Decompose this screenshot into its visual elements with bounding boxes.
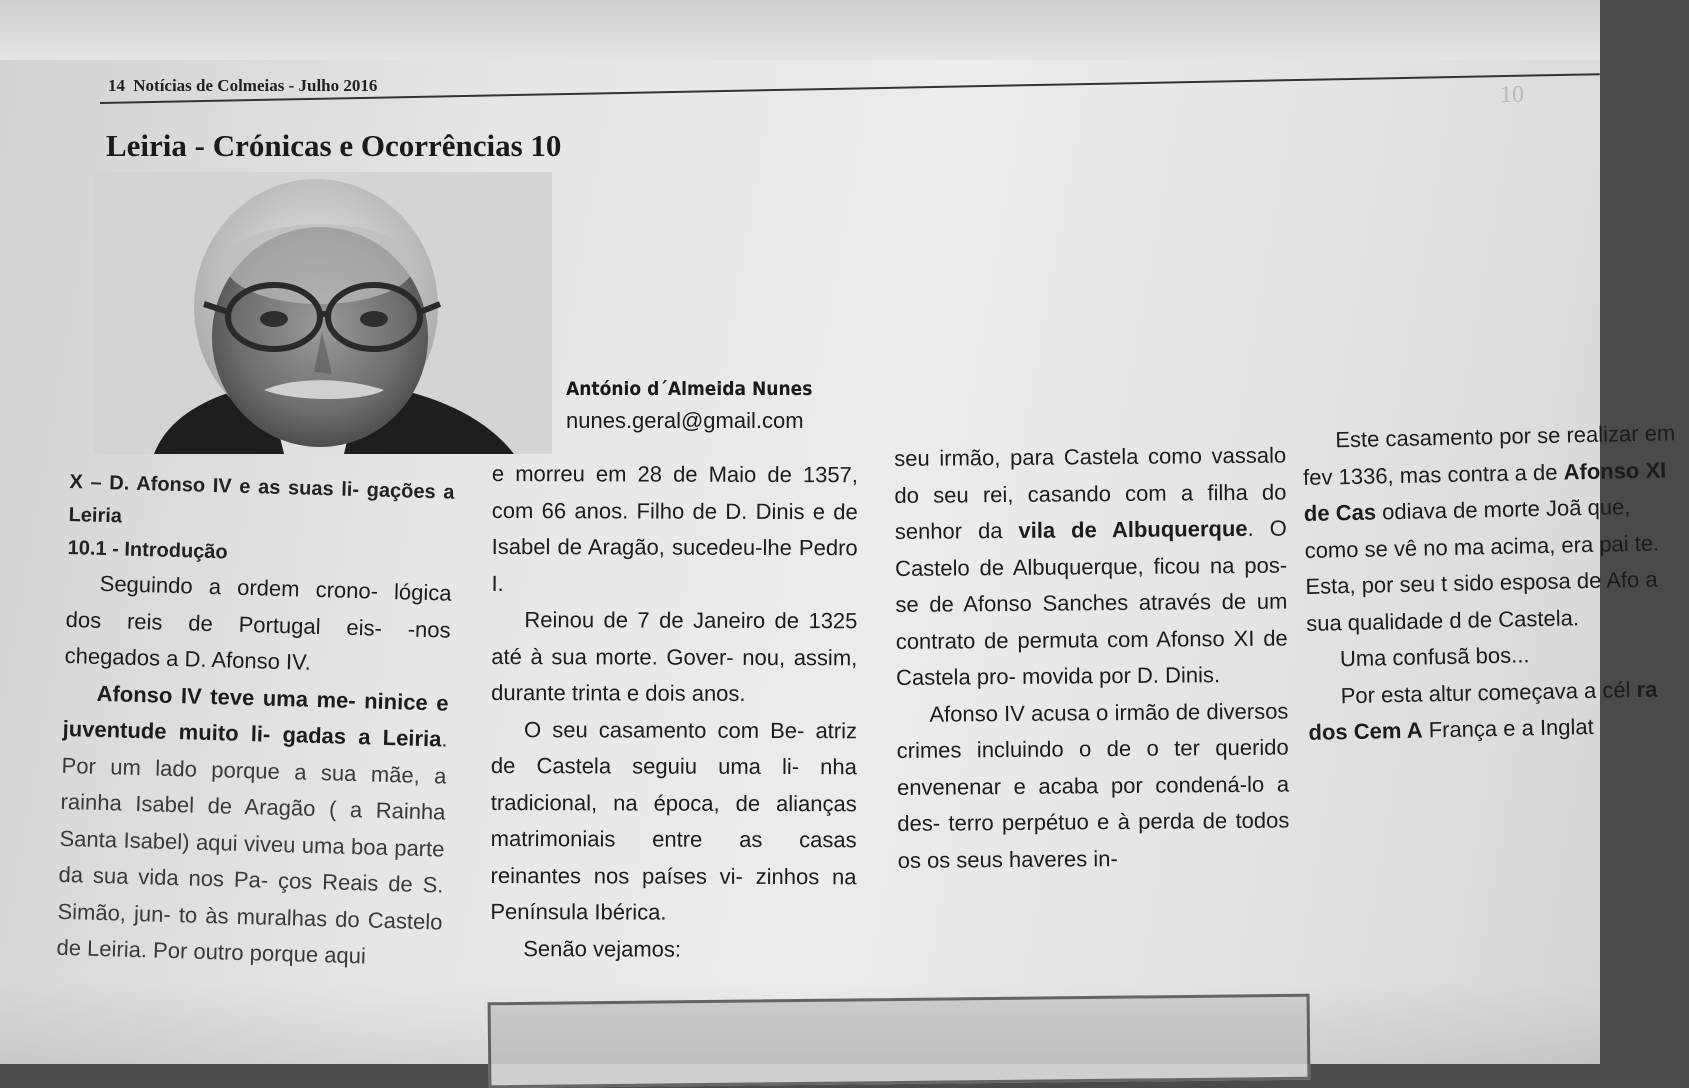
bold-phrase: vila de Albuquerque (1018, 515, 1248, 543)
column-3 (894, 438, 1290, 879)
author-portrait-image (94, 172, 552, 454)
paragraph: Seguindo a ordem crono- lógica dos reis de Portugal eis- -nos chegados a D. Afonso IV. (64, 570, 452, 675)
subsection-heading: 10.1 - Introdução (67, 536, 228, 564)
bold-phrase: ra dos Cem A (1308, 676, 1658, 745)
paragraph-text: . Por um lado porque a sua mãe, a rainha Isabel de Aragão ( a Rainha Santa Isabel) aqui viveu uma boa parte da sua vida nos Pa- ços Reais de S. Simão, jun- to às muralhas do Castelo de Leiria. Por outro porque aqui (56, 726, 448, 969)
paragraph: Afonso IV acusa o irmão de diversos crimes incluindo o de o ter querido envenenar e acaba por condená-lo a des- terro perpétuo e à perda de todos os os seus haveres in- (896, 698, 1290, 873)
paragraph-text: . O Castelo de Albuquerque, ficou na pos- se de Afonso Sanches através de um contrato de permuta com Afonso XI de Castela pro- movida por D. Dinis. (894, 515, 1288, 690)
article-title: Leiria - Crónicas e Ocorrências 10 (106, 128, 562, 163)
paragraph (1307, 670, 1688, 751)
paragraph: Uma confusã bos... (1339, 642, 1530, 672)
bold-phrase: Afonso IV teve uma me- ninice e juventude muito li- gadas a Leiria (62, 680, 449, 752)
paragraph: Senão vejamos: (523, 935, 682, 962)
section-heading: X – D. Afonso IV e as suas li- gações a Leiria (68, 470, 455, 528)
paragraph (1302, 415, 1687, 642)
paragraph: e morreu em 28 de Maio de 1357, com 66 anos. Filho de D. Dinis e de Isabel de Aragão, sucedeu-lhe Pedro I. (491, 460, 858, 596)
bottom-shadow (0, 980, 1600, 1064)
paragraph: O seu casamento com Be- atriz de Castela seguiu uma li- nha tradicional, na época, de alianças matrimoniais entre as casas reinantes nos países vi- zinhos na Península Ibérica. (490, 716, 858, 925)
paragraph-text: Este casamento por se realizar em fev 1336, mas contra a de (1302, 420, 1676, 490)
page-top-shadow (0, 0, 1600, 60)
paragraph-text: odiava de morte Joã que, como se vê no ma acima, era pai te. Esta, por seu t sido esposa de Afo a sua qualidade d de Castela. (1304, 494, 1660, 636)
paragraph-text: Por esta altur começava a cél (1340, 676, 1637, 708)
paragraph: Reinou de 7 de Janeiro de 1325 até à sua morte. Gover- nou, assim, durante trinta e dois anos. (491, 607, 858, 706)
author-name: António d´Almeida Nunes (566, 378, 813, 400)
author-email: nunes.geral@gmail.com (566, 408, 804, 433)
next-page-number: 10 (1500, 82, 1524, 108)
column-1 (56, 466, 455, 977)
column-4 (1302, 415, 1689, 751)
author-photo (94, 172, 552, 454)
paragraph-text: França e a Inglat (1422, 713, 1594, 743)
bold-phrase: Afonso XI de Cas (1303, 456, 1667, 526)
column-2 (490, 456, 858, 968)
paragraph-text: seu irmão, para Castela como vassalo do seu rei, casando com a filha do senhor da (894, 442, 1287, 544)
paragraph (894, 438, 1288, 697)
page-number: 14 (108, 76, 125, 95)
paragraph (56, 674, 449, 977)
page-header (108, 76, 381, 96)
publication-name: Notícias de Colmeias - Julho 2016 (133, 76, 378, 95)
